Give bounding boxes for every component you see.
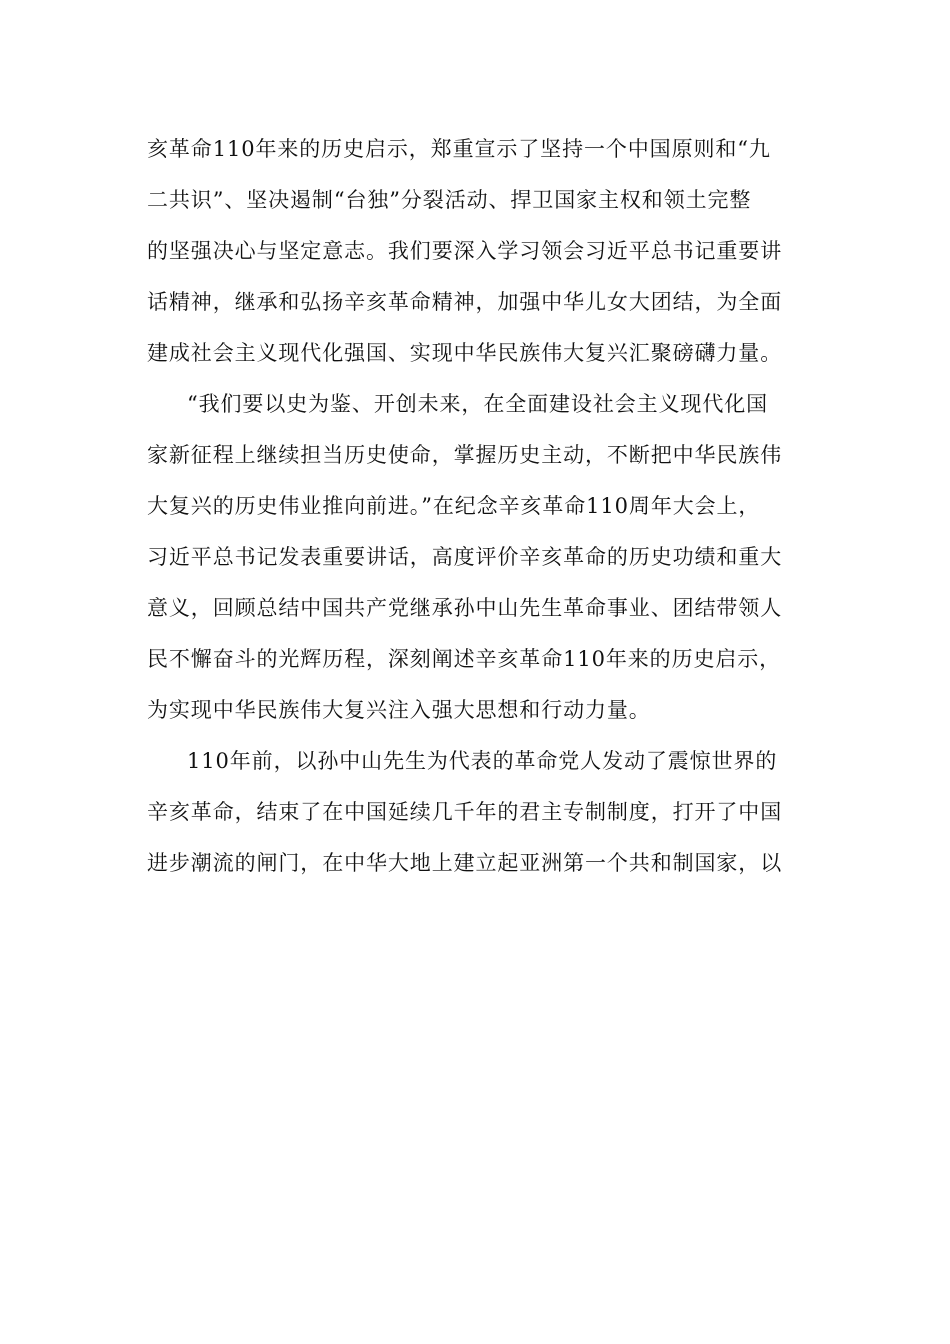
text-line-1: 亥革命110年来的历史启示，郑重宣示了坚持一个中国原则和“九 <box>147 137 771 161</box>
text-line-13: 110年前，以孙中山先生为代表的革命党人发动了震惊世界的 <box>187 749 778 773</box>
body-text <box>147 124 797 889</box>
text-line-15: 进步潮流的闸门，在中华大地上建立起亚洲第一个共和制国家，以 <box>147 851 783 875</box>
text-line-11: 民不懈奋斗的光辉历程，深刻阐述辛亥革命110年来的历史启示， <box>147 647 782 671</box>
text-line-9: 习近平总书记发表重要讲话，高度评价辛亥革命的历史功绩和重大 <box>147 545 783 569</box>
text-line-7: 家新征程上继续担当历史使命，掌握历史主动，不断把中华民族伟 <box>147 443 783 467</box>
text-line-2: 二共识”、坚决遏制“台独”分裂活动、捍卫国家主权和领土完整 <box>147 188 752 212</box>
text-line-5: 建成社会主义现代化强国、实现中华民族伟大复兴汇聚磅礴力量。 <box>147 341 783 365</box>
text-line-6: “我们要以史为鉴、开创未来，在全面建设社会主义现代化国 <box>187 392 769 416</box>
text-line-4: 话精神，继承和弘扬辛亥革命精神，加强中华儿女大团结，为全面 <box>147 290 783 314</box>
text-line-12: 为实现中华民族伟大复兴注入强大思想和行动力量。 <box>147 698 651 722</box>
text-line-10: 意义，回顾总结中国共产党继承孙中山先生革命事业、团结带领人 <box>147 596 783 620</box>
text-line-8: 大复兴的历史伟业推向前进。”在纪念辛亥革命110周年大会上， <box>147 494 761 518</box>
text-line-14: 辛亥革命，结束了在中国延续几千年的君主专制制度，打开了中国 <box>147 800 783 824</box>
text-line-3: 的坚强决心与坚定意志。我们要深入学习领会习近平总书记重要讲 <box>147 239 783 263</box>
